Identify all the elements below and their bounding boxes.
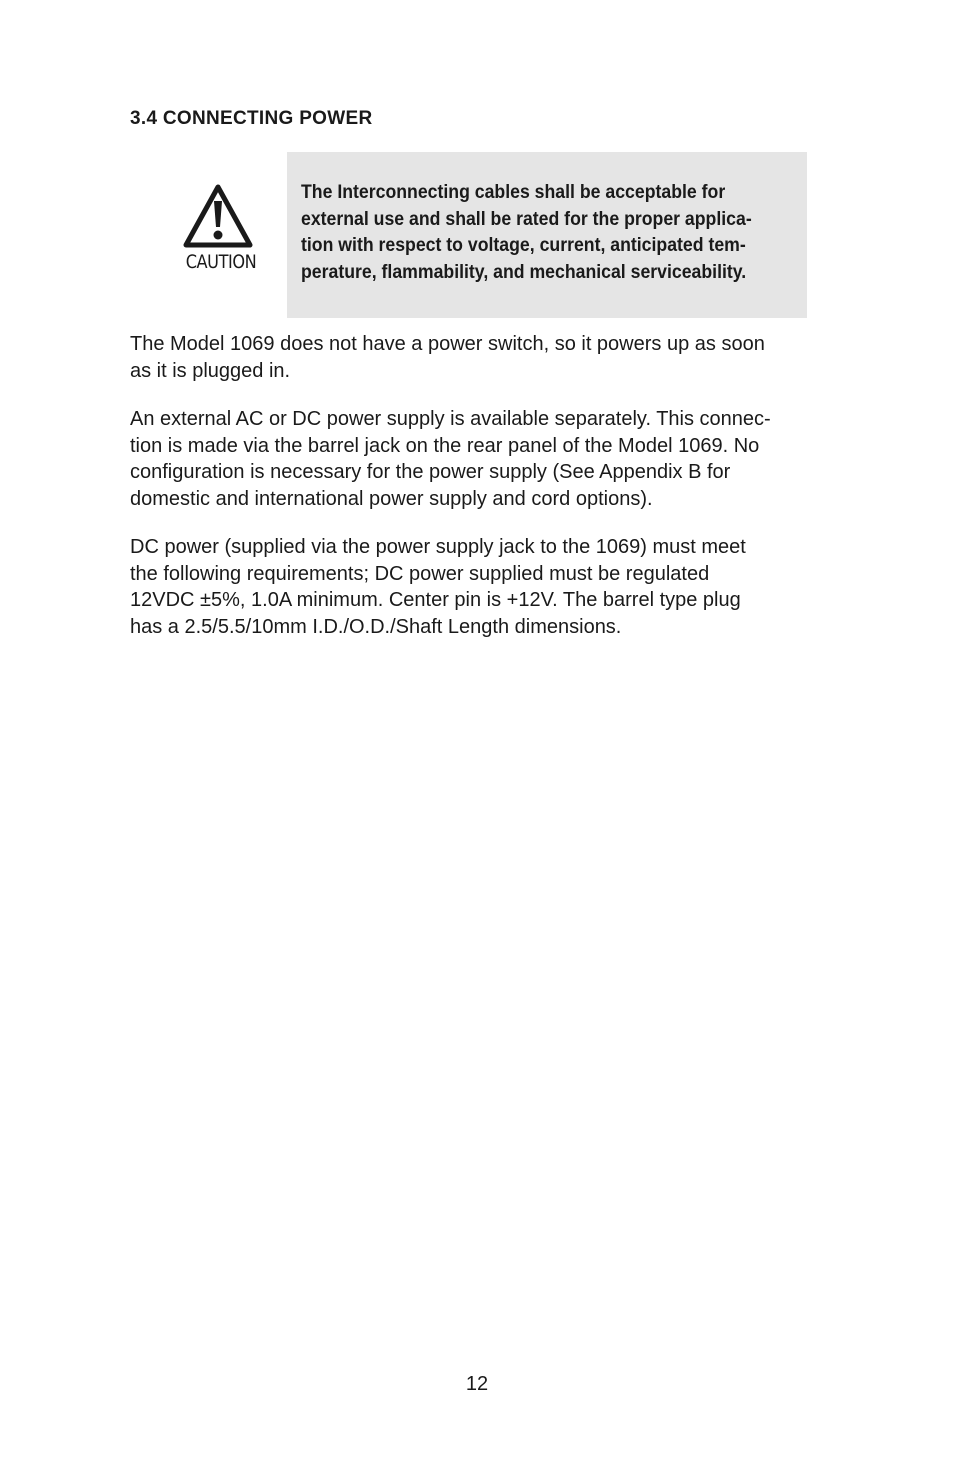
paragraph-line: The Model 1069 does not have a power switch, so it powers up as soon: [130, 333, 765, 355]
paragraph-line: as it is plugged in.: [130, 359, 291, 382]
paragraph-line: domestic and international power supply and cord options).: [130, 487, 653, 510]
warning-triangle-icon: [183, 183, 253, 249]
caution-box: [287, 152, 807, 318]
caution-line: tion with respect to voltage, current, anticipated tem-: [301, 235, 746, 256]
caution-line: The Interconnecting cables shall be acceptable for: [301, 182, 726, 203]
paragraph-line: 12VDC ±5%, 1.0A minimum. Center pin is +12V. The barrel type plug: [130, 589, 741, 611]
caution-label: CAUTION: [185, 251, 257, 273]
paragraph-line: has a 2.5/5.5/10mm I.D./O.D./Shaft Length dimensions.: [130, 615, 622, 638]
section-heading: 3.4 CONNECTING POWER: [130, 108, 373, 129]
paragraph-power-supply: [130, 406, 830, 512]
paragraph-line: configuration is necessary for the power supply (See Appendix B for: [130, 461, 731, 483]
caution-text: [301, 180, 757, 286]
paragraph-line: DC power (supplied via the power supply jack to the 1069) must meet: [130, 536, 746, 558]
paragraph-line: the following requirements; DC power supplied must be regulated: [130, 562, 710, 585]
paragraph-power-switch: [130, 331, 830, 384]
paragraph-line: tion is made via the barrel jack on the rear panel of the Model 1069. No: [130, 434, 760, 457]
paragraph-dc-requirements: [130, 534, 830, 640]
caution-line: perature, flammability, and mechanical serviceability.: [301, 261, 747, 283]
caution-symbol: [180, 183, 256, 283]
paragraph-line: An external AC or DC power supply is available separately. This connec-: [130, 408, 771, 430]
caution-line: external use and shall be rated for the proper applica-: [301, 208, 752, 230]
page-number: 12: [465, 1373, 489, 1395]
